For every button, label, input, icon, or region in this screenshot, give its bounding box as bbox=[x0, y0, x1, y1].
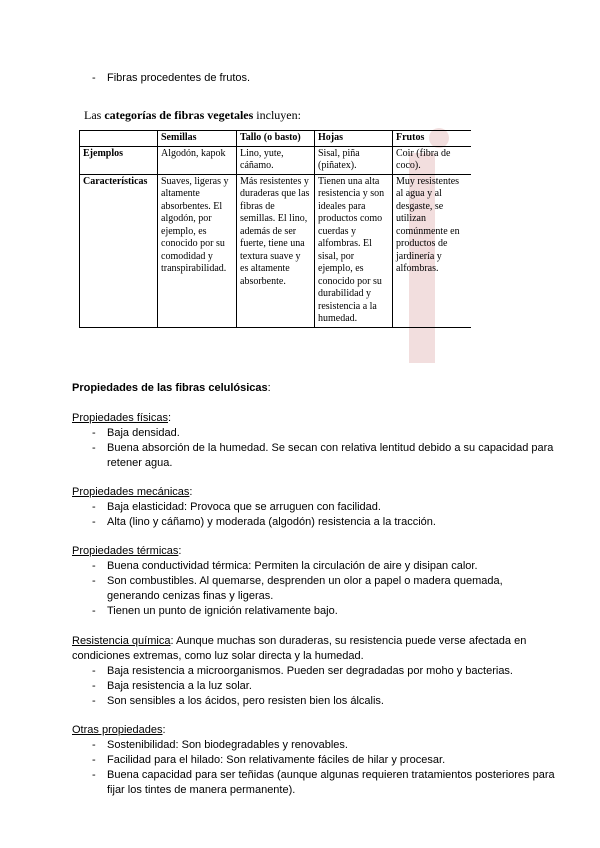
heading-resistencia-quimica: Resistencia química bbox=[72, 635, 171, 647]
list-item-text: Son sensibles a los ácidos, pero resisten bien los álcalis. bbox=[107, 695, 384, 707]
table-cell: Sisal, piña (piñatex). bbox=[315, 146, 393, 174]
list-item-text: Fibras procedentes de frutos. bbox=[107, 72, 251, 84]
list-item-text: Baja resistencia a microorganismos. Pueden ser degradadas por moho y bacterias. bbox=[107, 665, 513, 677]
table-cell: Algodón, kapok bbox=[158, 146, 237, 174]
table-header-row bbox=[80, 131, 472, 147]
heading-propiedades-fisicas: Propiedades físicas: bbox=[72, 412, 172, 424]
table-row bbox=[80, 174, 472, 327]
list-item-text: Son combustibles. Al quemarse, desprenden un olor a papel o madera quemada, generando cenizas finas y ligeras. bbox=[107, 575, 503, 602]
table-header-cell: Frutos bbox=[393, 131, 472, 147]
list-item-text: Buena conductividad térmica: Permiten la circulación de aire y disipan calor. bbox=[107, 560, 478, 572]
bullet-dash: - bbox=[92, 72, 96, 84]
row-label: Ejemplos bbox=[80, 146, 158, 174]
paragraph-resistencia-quimica: Resistencia química: Aunque muchas son duraderas, su resistencia puede verse afectada en condiciones extremas, como luz solar directa y la humedad. bbox=[72, 635, 527, 662]
list-item-text: Sostenibilidad: Son biodegradables y renovables. bbox=[107, 739, 348, 751]
figure-caption: Las categorías de fibras vegetales incluyen: bbox=[84, 108, 301, 122]
list-item-text: Alta (lino y cáñamo) y moderada (algodón) resistencia a la tracción. bbox=[107, 516, 436, 528]
table-cell: Coir (fibra de coco). bbox=[393, 146, 472, 174]
table-header-cell: Tallo (o basto) bbox=[237, 131, 315, 147]
section-title: Propiedades de las fibras celulósicas: bbox=[72, 382, 271, 394]
table-cell: Más resistentes y duraderas que las fibras de semillas. El lino, además de ser fuerte, tiene una textura suave y es altamente absorbente. bbox=[237, 174, 315, 327]
list-item-text: Buena absorción de la humedad. Se secan con relativa lentitud debido a su capacidad para retener agua. bbox=[107, 442, 554, 469]
list-item-text: Baja resistencia a la luz solar. bbox=[107, 680, 252, 692]
fiber-categories-figure bbox=[79, 103, 471, 367]
list-item-text: Baja densidad. bbox=[107, 427, 180, 439]
heading-otras-propiedades: Otras propiedades: bbox=[72, 724, 166, 736]
table-cell: Suaves, ligeras y altamente absorbentes. El algodón, por ejemplo, es conocido por su comodidad y transpirabilidad. bbox=[158, 174, 237, 327]
table-cell: Muy resistentes al agua y al desgaste, se utilizan comúnmente en productos de jardinería y alfombras. bbox=[393, 174, 472, 327]
table-cell: Tienen una alta resistencia y son ideales para productos como cuerdas y alfombras. El sisal, por ejemplo, es conocido por su durabilidad y resistencia a la humedad. bbox=[315, 174, 393, 327]
heading-propiedades-termicas: Propiedades térmicas: bbox=[72, 545, 182, 557]
heading-propiedades-mecanicas: Propiedades mecánicas: bbox=[72, 486, 193, 498]
fiber-categories-table bbox=[79, 130, 471, 328]
table-header-cell: Semillas bbox=[158, 131, 237, 147]
table-header-cell: Hojas bbox=[315, 131, 393, 147]
list-item-text: Tienen un punto de ignición relativamente bajo. bbox=[107, 605, 338, 617]
row-label: Características bbox=[80, 174, 158, 327]
list-item-text: Baja elasticidad: Provoca que se arruguen con facilidad. bbox=[107, 501, 381, 513]
list-item-text: Buena capacidad para ser teñidas (aunque algunas requieren tratamientos posteriores para fijar los tintes de manera permanente). bbox=[107, 769, 555, 796]
table-header-cell bbox=[80, 131, 158, 147]
table-row bbox=[80, 146, 472, 174]
table-cell: Lino, yute, cáñamo. bbox=[237, 146, 315, 174]
list-item-text: Facilidad para el hilado: Son relativamente fáciles de hilar y procesar. bbox=[107, 754, 446, 766]
